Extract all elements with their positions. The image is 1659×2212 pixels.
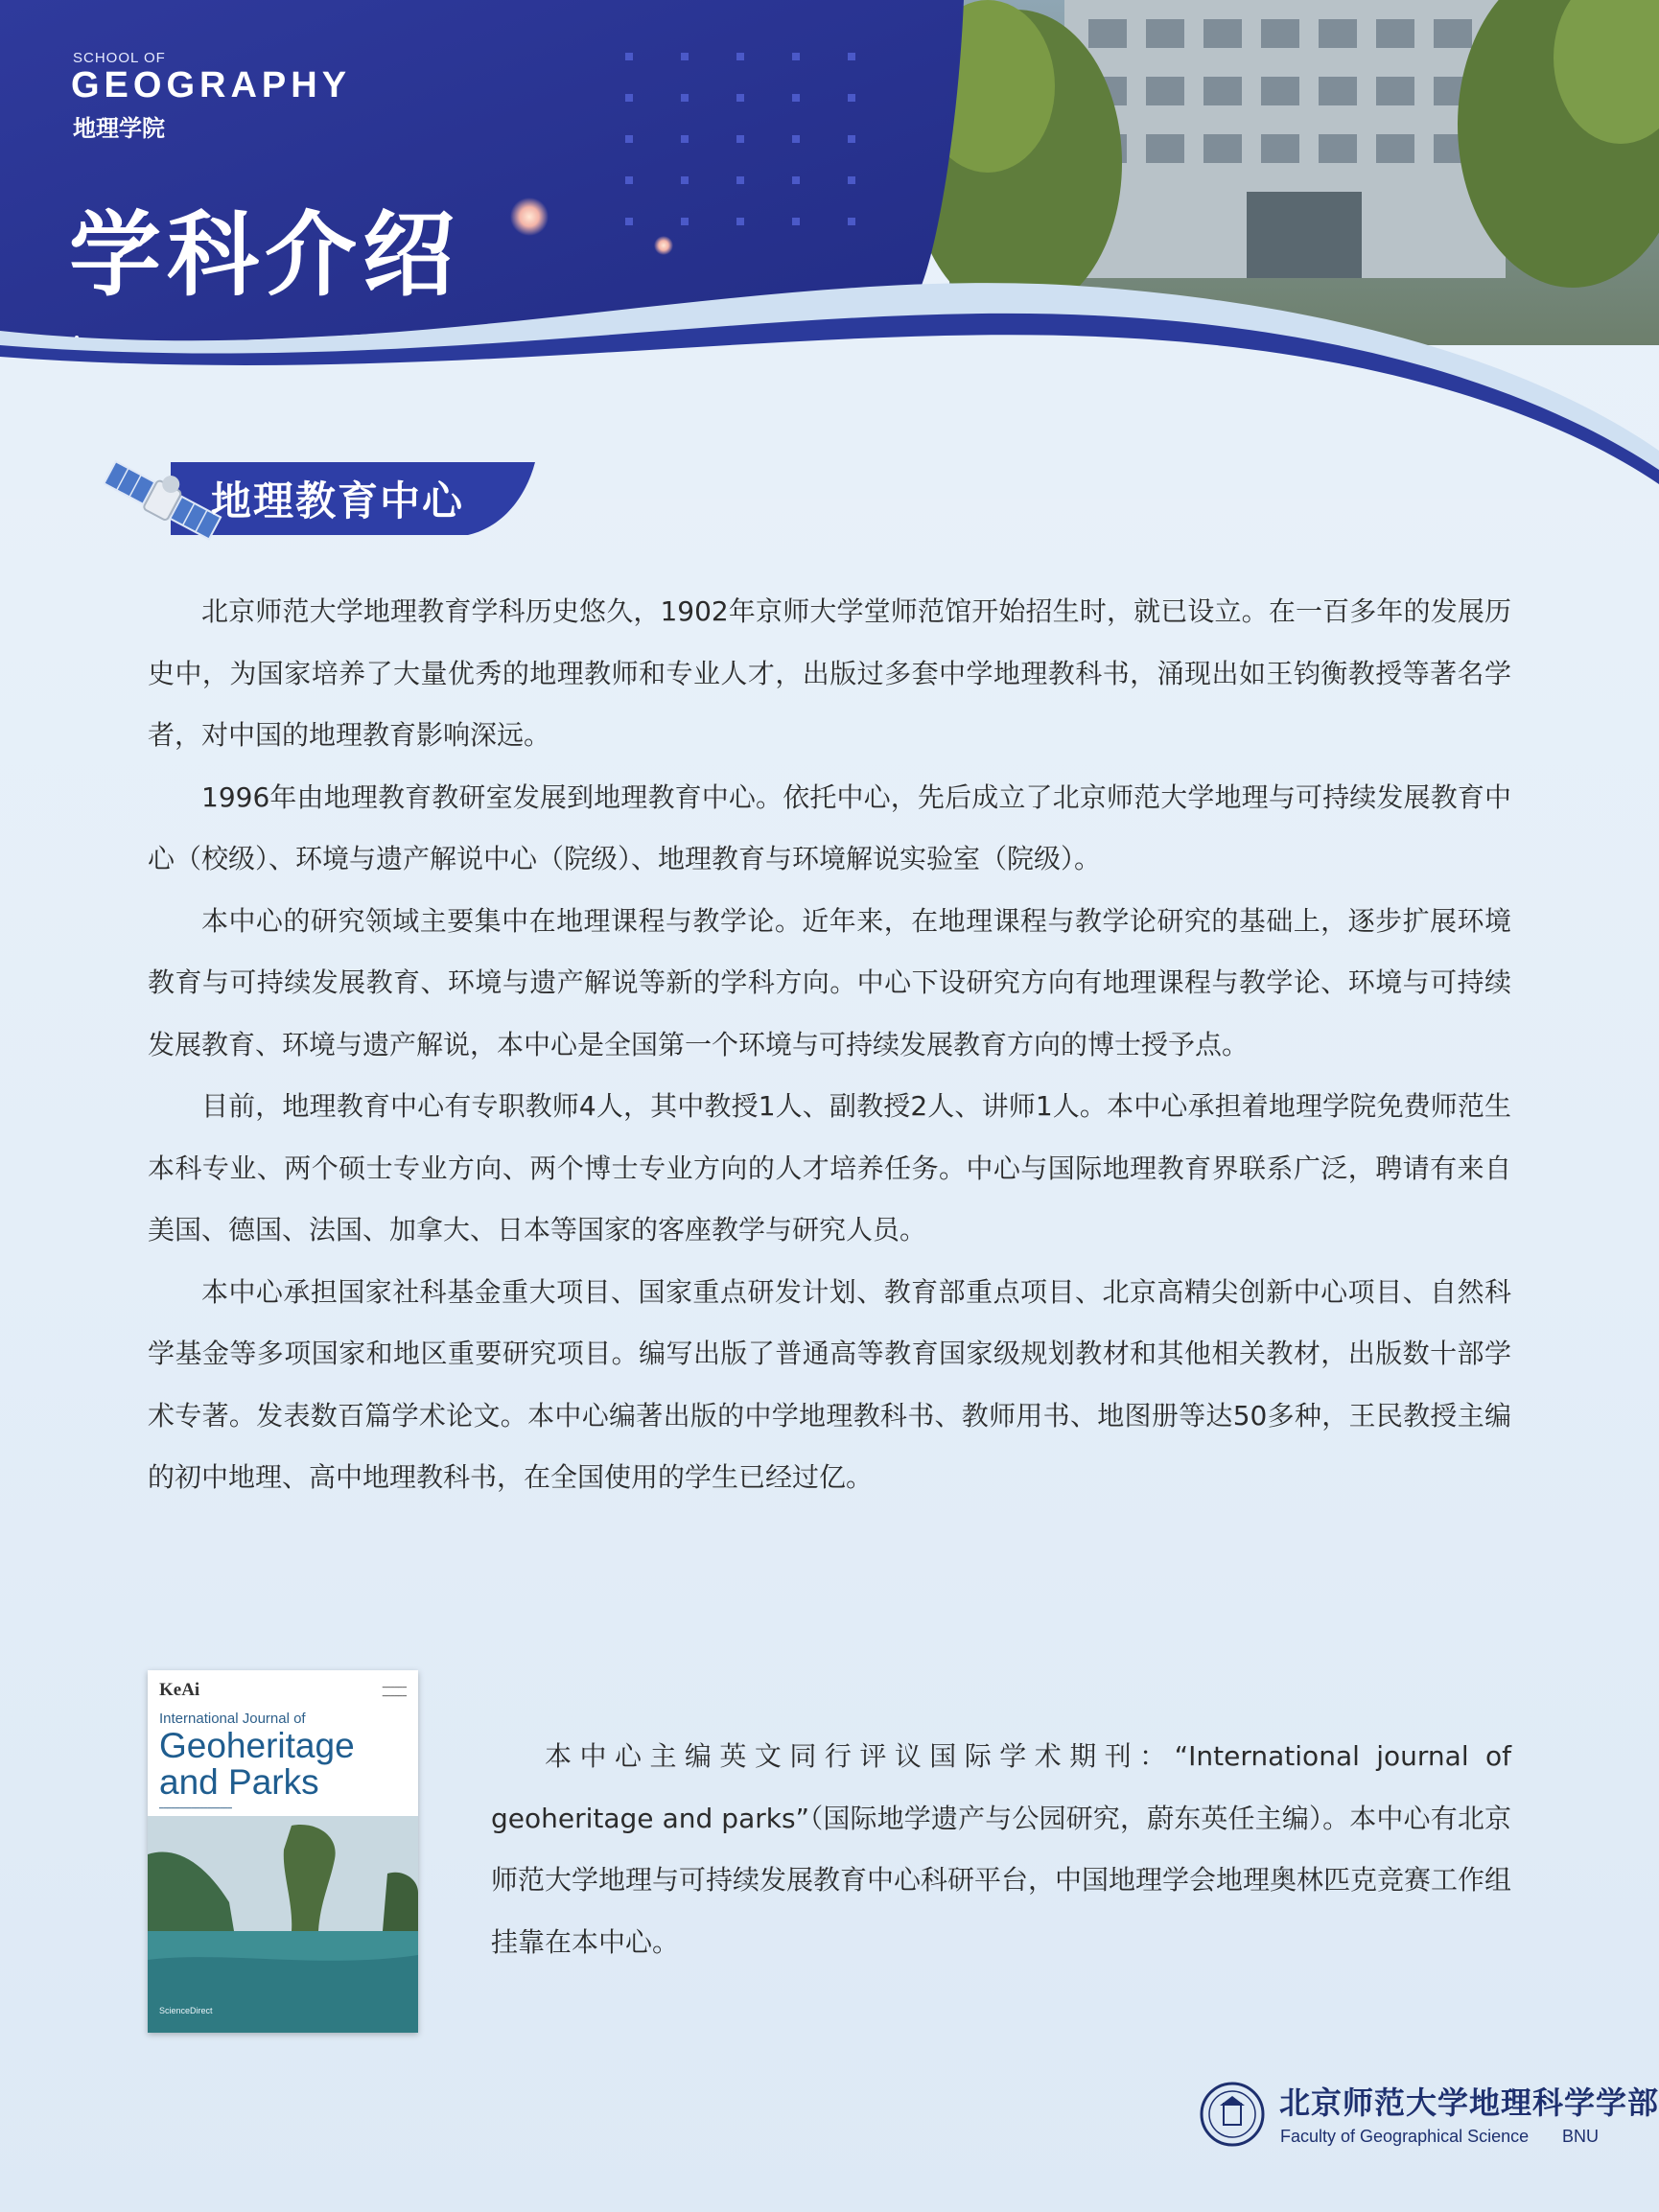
school-of-label: SCHOOL OF — [73, 50, 166, 66]
paragraph-history: 北京师范大学地理教育学科历史悠久，1902年京师大学堂师范馆开始招生时，就已设立。在一百多年的发展历史中，为国家培养了大量优秀的地理教师和专业人才，出版过多套中学地理教科书，涌现出如王钧衡教授等著名学者，对中国的地理教育影响深远。 — [148, 595, 1511, 751]
cover-publisher: KeAi — [159, 1680, 200, 1700]
school-chinese-name: 地理学院 — [73, 115, 165, 142]
cover-subtitle: International Journal of — [159, 1711, 306, 1727]
faculty-name-cn: 北京师范大学地理科学学部 — [1279, 2084, 1659, 2121]
cover-photo — [148, 1816, 418, 2033]
journal-paragraph: 本中心主编英文同行评议国际学术期刊：“International journal of geoheritage and parks”（国际地学遗产与公园研究，蔚东英任主编）。本中心有北京师范大学地理与可持续发展教育中心科研平台，中国地理学会地理奥林匹克竞赛工作组挂靠在本中心。 — [491, 1740, 1512, 1958]
page-title: 学科介绍 — [69, 201, 460, 309]
paragraph-research: 本中心的研究领域主要集中在地理课程与教学论。近年来，在地理课程与教学论研究的基础上，逐步扩展环境教育与可持续发展教育、环境与遗产解说等新的学科方向。中心下设研究方向有地理课程与教学论、环境与可持续发展教育、环境与遗产解说，本中心是全国第一个环境与可持续发展教育方向的博士授予点。 — [148, 904, 1511, 1060]
cover-volume-line: ━━━━━━━━━━━━━━━━━━ — [159, 1805, 232, 1812]
cover-title — [159, 1728, 355, 1801]
bnu-abbreviation: BNU — [1562, 2127, 1600, 2146]
bnu-seal-icon — [1199, 2081, 1266, 2148]
header-banner — [0, 0, 1659, 499]
article-body — [148, 581, 1511, 1509]
paragraph-1996: 1996年由地理教育教研室发展到地理教育中心。依托中心，先后成立了北京师范大学地理与可持续发展教育中心（校级）、环境与遗产解说中心（院级）、地理教育与环境解说实验室（院级）。 — [148, 780, 1511, 874]
faculty-name-en: Faculty of Geographical Science — [1280, 2127, 1530, 2146]
journal-cover-image — [148, 1670, 418, 2033]
paragraph-projects: 本中心承担国家社科基金重大项目、国家重点研发计划、教育部重点项目、北京高精尖创新中心项目、自然科学基金等多项国家和地区重要研究项目。编写出版了普通高等教育国家级规划教材和其他相关教材，出版数十部学术专著。发表数百篇学术论文。本中心编著出版的中学地理教科书、教师用书、地图册等达50多种，王民教授主编的初中地理、高中地理教科书，在全国使用的学生已经过亿。 — [148, 1275, 1511, 1493]
geography-wordmark: GEOGRAPHY — [71, 65, 352, 105]
section-title: 地理教育中心 — [211, 477, 465, 524]
cover-title-line1: Geoheritage — [159, 1726, 355, 1765]
paragraph-faculty: 目前，地理教育中心有专职教师4人，其中教授1人、副教授2人、讲师1人。本中心承担着地理学院免费师范生本科专业、两个硕士专业方向、两个博士专业方向的人才培养任务。中心与国际地理教育界联系广泛，聘请有来自美国、德国、法国、加拿大、日本等国家的客座教学与研究人员。 — [148, 1090, 1511, 1246]
cover-issn-lines: ━━━━━━ ━━━━━━ — [382, 1684, 407, 1700]
cover-footer: ScienceDirect — [159, 2006, 213, 2015]
cover-title-line2: and Parks — [159, 1762, 319, 1802]
journal-description — [491, 1726, 1511, 1973]
